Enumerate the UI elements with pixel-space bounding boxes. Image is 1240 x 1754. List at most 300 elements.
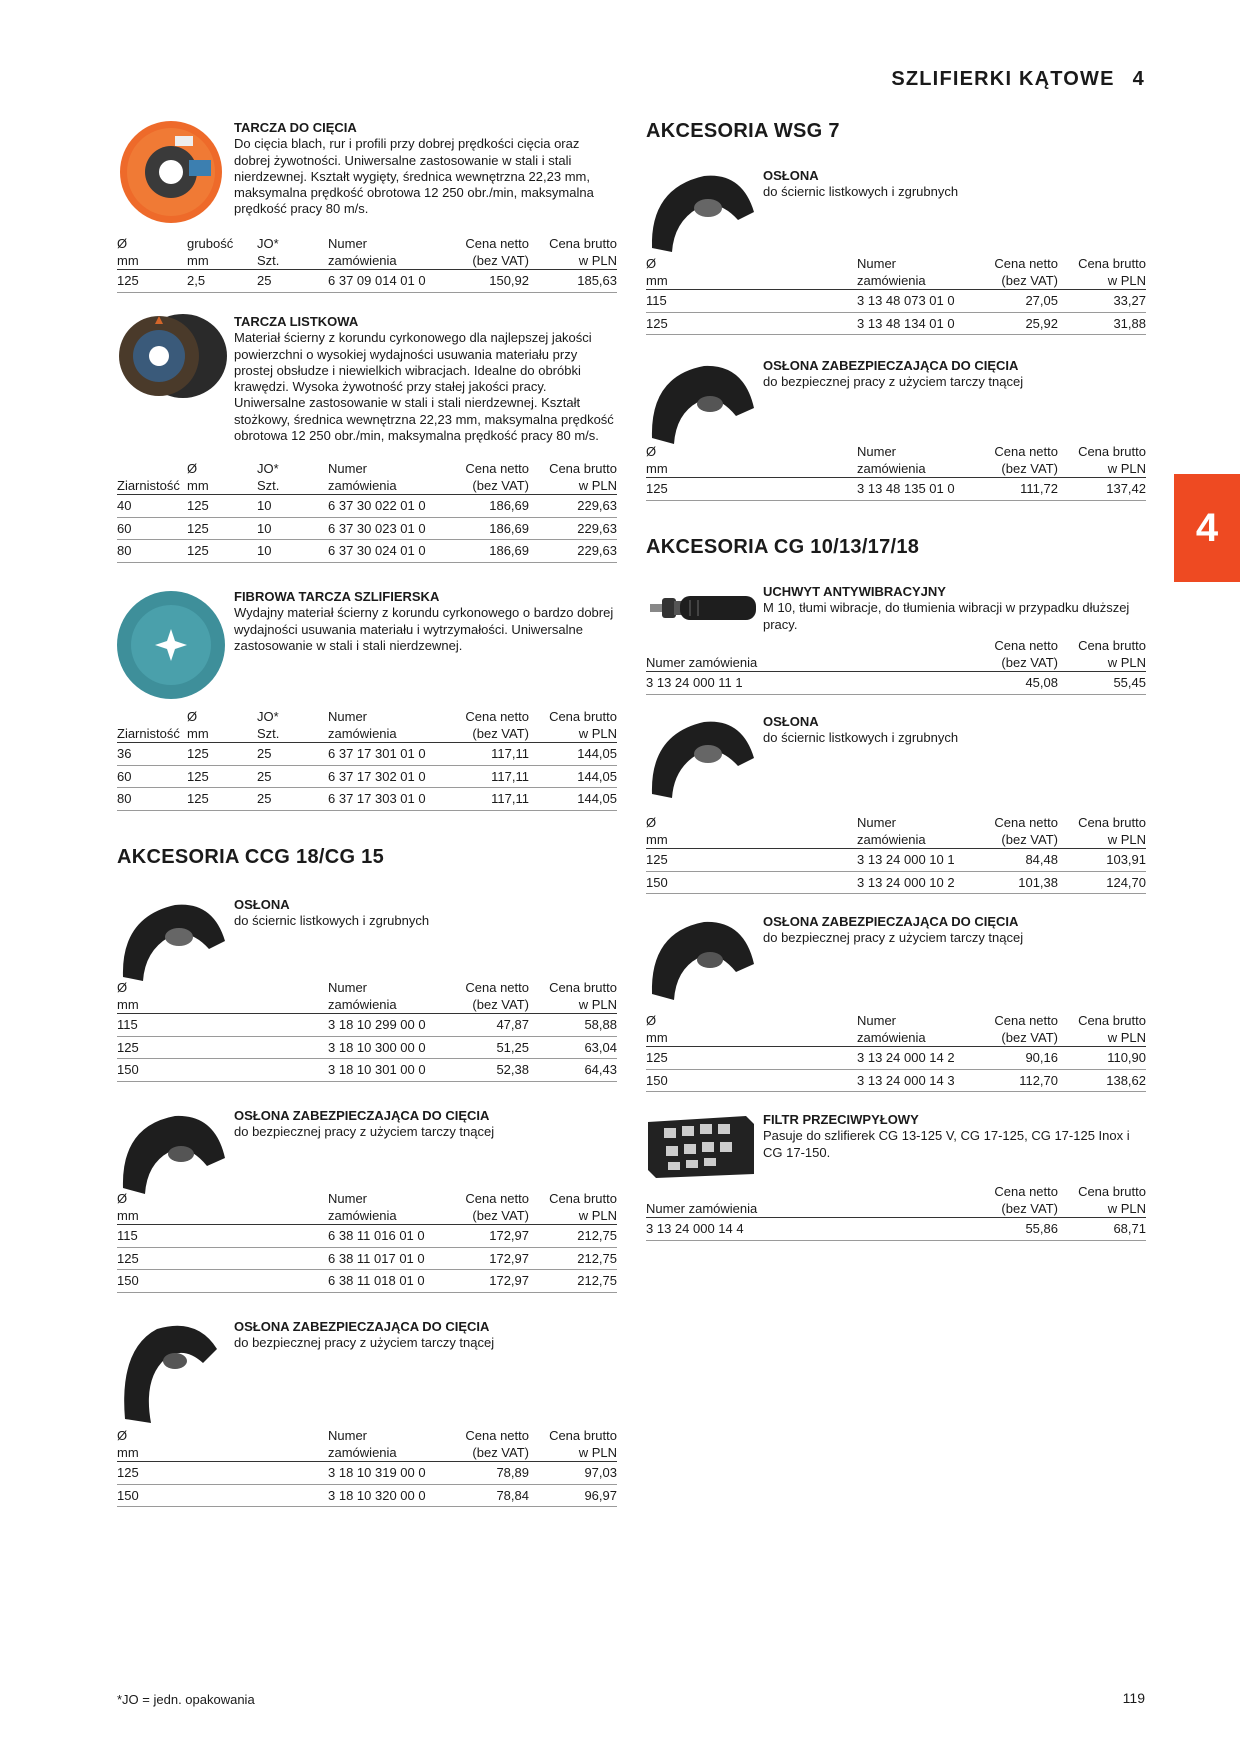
table-cell: 3 13 48 134 01 0: [857, 315, 955, 331]
table-cell: 115: [117, 1228, 138, 1243]
col-header-line: mm: [117, 1444, 139, 1460]
page-header: [891, 68, 1145, 91]
col-header-line: zamówienia: [857, 460, 926, 476]
table-cell: 25: [257, 273, 272, 288]
col-header-line: zamówienia: [328, 996, 397, 1012]
page-header-title: SZLIFIERKI KĄTOWE: [891, 68, 1115, 90]
table-cell: 10: [257, 543, 272, 559]
col-header-line: Ø: [117, 1428, 128, 1443]
table-cell: 25: [257, 746, 272, 761]
col-header: [257, 709, 279, 742]
page-number: 119: [1122, 1690, 1145, 1706]
product-text: [234, 120, 619, 218]
table-row: [117, 1037, 617, 1060]
col-header-line: Cena netto: [465, 709, 529, 724]
table-cell: 3 13 48 135 01 0: [857, 481, 955, 496]
col-header-line: mm: [646, 460, 668, 476]
col-header: [857, 815, 926, 848]
col-header: [117, 236, 139, 269]
table-cell: 138,62: [1106, 1072, 1146, 1088]
col-header-line: mm: [117, 1207, 139, 1223]
table-cell: 125: [646, 315, 668, 331]
table-header: [117, 709, 617, 743]
col-header: [1078, 444, 1146, 477]
col-header: [994, 815, 1058, 848]
col-header-line: zamówienia: [328, 477, 397, 493]
col-header-line: JO*: [257, 709, 279, 724]
table-cell: 125: [646, 1050, 668, 1065]
table-row: [117, 766, 617, 789]
col-header-line: Cena brutto: [1078, 1184, 1146, 1199]
col-header: [857, 1013, 926, 1046]
col-header-line: Cena netto: [994, 1013, 1058, 1028]
col-header-line: mm: [646, 831, 668, 847]
product-description: M 10, tłumi wibracje, do tłumienia wibracji w przypadku dłuższej pracy.: [763, 600, 1130, 632]
col-header-line: (bez VAT): [1001, 1200, 1058, 1216]
table-cg-zabezpieczajaca: [646, 1013, 1146, 1092]
product-title: OSŁONA: [234, 897, 290, 912]
col-header-line: w PLN: [578, 996, 617, 1012]
table-cell: 25: [257, 791, 272, 807]
product-title: OSŁONA ZABEZPIECZAJĄCA DO CIĘCIA: [763, 358, 1019, 373]
col-header-line: JO*: [257, 236, 279, 251]
table-cell: 31,88: [1113, 315, 1146, 331]
col-header-line: w PLN: [1107, 460, 1146, 476]
col-header-line: Ø: [646, 1013, 657, 1028]
table-cell: 117,11: [491, 791, 529, 807]
table-cell: 117,11: [491, 746, 529, 761]
fibre-disc-image: [117, 589, 229, 701]
table-cell: 110,90: [1107, 1050, 1146, 1065]
col-header-line: Cena brutto: [549, 1428, 617, 1443]
handle-image: [646, 584, 758, 634]
product-text: [234, 314, 619, 444]
col-header-line: zamówienia: [857, 831, 926, 847]
product-title: UCHWYT ANTYWIBRACYJNY: [763, 584, 946, 599]
table-cell: 172,97: [489, 1228, 529, 1243]
product-description: do ściernic listkowych i zgrubnych: [763, 730, 959, 746]
table-row: [646, 672, 1146, 695]
product-description: Pasuje do szlifierek CG 13-125 V, CG 17-125, CG 17-125 Inox i CG 17-150.: [763, 1128, 1130, 1160]
product-title: FILTR PRZECIWPYŁOWY: [763, 1112, 919, 1127]
col-header-line: w PLN: [578, 477, 617, 493]
col-header-line: (bez VAT): [472, 252, 529, 268]
product-description: do bezpiecznej pracy z użyciem tarczy tnącej: [234, 1124, 495, 1140]
table-cell: 25: [257, 768, 272, 784]
col-header-line: Numer: [857, 815, 897, 830]
col-header: [465, 709, 529, 742]
table-cell: 6 37 30 024 01 0: [328, 543, 426, 559]
table-cell: 6 37 17 303 01 0: [328, 791, 426, 807]
table-row: [646, 1218, 1146, 1241]
table-cell: 60: [117, 520, 132, 536]
table-cell: 84,48: [1025, 852, 1058, 867]
table-cell: 212,75: [577, 1250, 617, 1266]
col-header: [117, 709, 180, 742]
col-header: [646, 256, 668, 289]
table-header: [117, 236, 617, 270]
col-header-line: zamówienia: [328, 1444, 397, 1460]
product-description: do ściernic listkowych i zgrubnych: [234, 913, 430, 929]
table-cell: 150: [646, 874, 668, 890]
table-header: [117, 1428, 617, 1462]
col-header: [117, 1428, 139, 1461]
table-row: [646, 290, 1146, 313]
table-cell: 112,70: [1019, 1072, 1058, 1088]
col-header: [117, 980, 139, 1013]
col-header-line: Cena netto: [465, 1191, 529, 1206]
table-cell: 229,63: [577, 543, 617, 559]
table-oslona: [117, 980, 617, 1082]
guard-image: [646, 168, 758, 258]
table-filtr: [646, 1184, 1146, 1241]
table-cell: 3 13 24 000 10 1: [857, 852, 955, 867]
col-header: [328, 1191, 397, 1224]
table-cell: 111,72: [1020, 481, 1058, 496]
table-cell: 125: [187, 520, 209, 536]
table-cell: 80: [117, 791, 132, 807]
col-header-line: Ziarnistość: [117, 477, 180, 493]
col-header-line: mm: [187, 252, 209, 268]
product-text: [763, 358, 1148, 391]
table-cell: 125: [117, 273, 139, 288]
page-header-chapter: 4: [1132, 68, 1145, 90]
col-header-line: [117, 461, 180, 478]
table-cell: 144,05: [577, 768, 617, 784]
table-cell: 150: [117, 1273, 139, 1289]
table-row: [117, 1248, 617, 1271]
col-header-line: w PLN: [1107, 654, 1146, 670]
col-header-line: Numer: [328, 980, 368, 995]
product-title: OSŁONA ZABEZPIECZAJĄCA DO CIĘCIA: [234, 1319, 490, 1334]
col-header: [187, 709, 209, 742]
col-header-line: Ø: [646, 815, 657, 830]
col-header: [994, 256, 1058, 289]
table-cell: 124,70: [1106, 874, 1146, 890]
table-cell: 150,92: [489, 273, 529, 288]
flap-disc-image: [117, 314, 229, 404]
table-cell: 229,63: [577, 498, 617, 513]
col-header-line: (bez VAT): [472, 1207, 529, 1223]
col-header-line: w PLN: [578, 252, 617, 268]
col-header-line: Numer: [328, 236, 368, 251]
table-cell: 80: [117, 543, 132, 559]
col-header: [328, 236, 397, 269]
table-row: [117, 495, 617, 518]
table-tarcza-do-ciecia: [117, 236, 617, 293]
table-cell: 125: [117, 1465, 139, 1480]
table-cell: 6 37 17 302 01 0: [328, 768, 426, 784]
table-row: [646, 849, 1146, 872]
table-cell: 52,38: [496, 1062, 529, 1078]
col-header-line: w PLN: [578, 1444, 617, 1460]
table-row: [117, 540, 617, 563]
col-header-line: Cena netto: [994, 256, 1058, 271]
table-cell: 3 18 10 301 00 0: [328, 1062, 426, 1078]
table-cell: 3 13 24 000 14 3: [857, 1072, 955, 1088]
table-row: [646, 872, 1146, 895]
table-cell: 78,84: [496, 1487, 529, 1503]
table-cell: 45,08: [1025, 675, 1058, 690]
table-header: [646, 638, 1146, 672]
col-header: [1078, 1184, 1146, 1217]
cutting-guard-image: [117, 1319, 229, 1429]
table-cell: 10: [257, 520, 272, 536]
col-header: [549, 236, 617, 269]
table-cell: 125: [187, 746, 209, 761]
col-header-line: Numer: [328, 1191, 368, 1206]
col-header: [549, 461, 617, 494]
table-cell: 3 18 10 299 00 0: [328, 1017, 426, 1032]
table-row: [117, 743, 617, 766]
footer-note: *JO = jedn. opakowania: [117, 1692, 255, 1707]
col-header-line: Numer: [328, 709, 368, 724]
table-cell: 40: [117, 498, 132, 513]
table-row: [646, 1070, 1146, 1093]
table-row: [646, 1047, 1146, 1070]
table-cell: 125: [117, 1039, 139, 1055]
chapter-tab[interactable]: 4: [1174, 474, 1240, 582]
col-header-line: Cena netto: [994, 638, 1058, 653]
table-row: [646, 478, 1146, 501]
table-cell: 51,25: [496, 1039, 529, 1055]
table-cell: 3 18 10 320 00 0: [328, 1487, 426, 1503]
product-text: [234, 1319, 619, 1352]
col-header-line: Ø: [187, 461, 198, 476]
table-cell: 36: [117, 746, 132, 761]
table-cell: 6 38 11 016 01 0: [328, 1228, 425, 1243]
table-cell: 25,92: [1025, 315, 1058, 331]
table-cell: 6 37 09 014 01 0: [328, 273, 426, 288]
table-cell: 186,69: [489, 520, 529, 536]
table-cell: 33,27: [1113, 293, 1146, 308]
product-description: Materiał ścierny z korundu cyrkonowego dla najlepszej jakości powierzchni o wysokiej wydajności usuwania materiału przy prostej obsłudze i niewielkich wibracjach. Idealne do obróbki krawędzi. Wysoka żywotność przy stałej jakości pracy. Uniwersalne zastosowanie w stali i stali nierdzewnej. Kształt stożkowy, średnica wewnętrzna 22,23 mm, maksymalna prędkość obrotowa 12 250 obr./min, maksymalna prędkość pracy 80 m/s.: [234, 330, 614, 444]
table-cell: 6 38 11 017 01 0: [328, 1250, 425, 1266]
col-header-line: Ø: [646, 256, 657, 271]
col-header-line: Numer zamówienia: [646, 654, 758, 670]
col-header-line: JO*: [257, 461, 279, 476]
col-header-line: Ziarnistość: [117, 725, 180, 741]
table-row: [117, 1270, 617, 1293]
col-header: [328, 461, 397, 494]
product-title: OSŁONA ZABEZPIECZAJĄCA DO CIĘCIA: [234, 1108, 490, 1123]
col-header: [117, 461, 180, 494]
col-header-line: mm: [646, 272, 668, 288]
cutting-guard-image: [646, 358, 758, 448]
table-cell: 64,43: [584, 1062, 617, 1078]
col-header: [994, 1013, 1058, 1046]
col-header-line: Szt.: [257, 725, 280, 741]
product-title: OSŁONA ZABEZPIECZAJĄCA DO CIĘCIA: [763, 914, 1019, 929]
col-header-line: [646, 1184, 757, 1201]
table-cell: 103,91: [1106, 852, 1146, 867]
table-fibrowa: [117, 709, 617, 811]
table-cell: 150: [646, 1072, 668, 1088]
col-header-line: Cena netto: [994, 1184, 1058, 1199]
cutting-guard-image: [117, 1108, 229, 1198]
col-header: [465, 1191, 529, 1224]
product-description: do bezpiecznej pracy z użyciem tarczy tnącej: [234, 1335, 495, 1351]
table-cg-oslona: [646, 815, 1146, 894]
col-header: [328, 980, 397, 1013]
table-row: [117, 1462, 617, 1485]
col-header-line: Cena brutto: [549, 236, 617, 251]
table-cell: 6 37 30 022 01 0: [328, 498, 426, 513]
table-row: [117, 1059, 617, 1082]
product-title: OSŁONA: [763, 168, 819, 183]
table-cell: 150: [117, 1062, 139, 1078]
product-text: [763, 714, 1148, 747]
table-row: [117, 1485, 617, 1508]
table-cell: 10: [257, 498, 272, 513]
col-header-line: [646, 638, 757, 655]
col-header-line: Numer: [857, 1013, 897, 1028]
table-cell: 172,97: [489, 1273, 529, 1289]
table-cell: 125: [187, 498, 209, 513]
table-row: [117, 518, 617, 541]
dust-filter-image: [646, 1112, 758, 1182]
table-cell: 115: [117, 1017, 138, 1032]
col-header-line: Ø: [117, 1191, 128, 1206]
col-header: [465, 461, 529, 494]
table-cell: 63,04: [584, 1039, 617, 1055]
col-header: [1078, 638, 1146, 671]
table-cell: 27,05: [1025, 293, 1058, 308]
table-row: [117, 270, 617, 293]
product-title: OSŁONA: [763, 714, 819, 729]
col-header-line: (bez VAT): [472, 725, 529, 741]
table-cell: 3 18 10 300 00 0: [328, 1039, 426, 1055]
col-header: [465, 236, 529, 269]
table-cell: 229,63: [577, 520, 617, 536]
product-title: TARCZA DO CIĘCIA: [234, 120, 357, 135]
col-header-line: mm: [187, 725, 209, 741]
col-header-line: zamówienia: [328, 252, 397, 268]
col-header-line: Cena brutto: [1078, 256, 1146, 271]
col-header-line: Cena brutto: [1078, 444, 1146, 459]
section-title: AKCESORIA CCG 18/CG 15: [117, 846, 385, 868]
col-header-line: Cena brutto: [1078, 638, 1146, 653]
product-title: TARCZA LISTKOWA: [234, 314, 359, 329]
table-header: [117, 461, 617, 495]
col-header: [646, 815, 668, 848]
table-cell: 186,69: [489, 498, 529, 513]
col-header-line: w PLN: [1107, 831, 1146, 847]
col-header-line: [117, 709, 180, 726]
table-row: [117, 788, 617, 811]
col-header: [646, 444, 668, 477]
col-header: [465, 980, 529, 1013]
table-cell: 6 38 11 018 01 0: [328, 1273, 425, 1289]
product-text: [234, 897, 619, 930]
col-header-line: Cena brutto: [1078, 1013, 1146, 1028]
col-header-line: Cena brutto: [1078, 815, 1146, 830]
table-oslona-zabezpieczajaca: [117, 1191, 617, 1293]
table-cell: 78,89: [496, 1465, 529, 1480]
table-cell: 125: [187, 791, 209, 807]
table-cell: 96,97: [584, 1487, 617, 1503]
col-header: [549, 1428, 617, 1461]
table-cell: 125: [187, 543, 209, 559]
col-header-line: Cena brutto: [549, 980, 617, 995]
col-header-line: (bez VAT): [472, 477, 529, 493]
cutting-disc-image: [117, 120, 229, 224]
col-header-line: w PLN: [578, 1207, 617, 1223]
col-header: [549, 709, 617, 742]
table-header: [646, 815, 1146, 849]
col-header: [1078, 1013, 1146, 1046]
col-header: [994, 444, 1058, 477]
col-header-line: (bez VAT): [1001, 654, 1058, 670]
table-cell: 212,75: [577, 1273, 617, 1289]
guard-image: [117, 897, 229, 987]
col-header-line: mm: [187, 477, 209, 493]
col-header: [1078, 815, 1146, 848]
col-header-line: Cena netto: [994, 815, 1058, 830]
col-header-line: Szt.: [257, 477, 280, 493]
table-cell: 212,75: [577, 1228, 617, 1243]
table-cell: 3 13 24 000 11 1: [646, 675, 743, 690]
table-cell: 172,97: [489, 1250, 529, 1266]
col-header-line: Numer zamówienia: [646, 1200, 758, 1216]
product-title: FIBROWA TARCZA SZLIFIERSKA: [234, 589, 440, 604]
table-wsg-oslona: [646, 256, 1146, 335]
product-text: [763, 168, 1148, 201]
col-header: [187, 461, 209, 494]
col-header: [994, 1184, 1058, 1217]
table-cell: 3 13 48 073 01 0: [857, 293, 955, 308]
table-header: [646, 444, 1146, 478]
col-header: [549, 980, 617, 1013]
col-header: [1078, 256, 1146, 289]
col-header: [646, 1013, 668, 1046]
col-header-line: Cena brutto: [549, 709, 617, 724]
table-cell: 137,42: [1106, 481, 1146, 496]
table-row: [646, 313, 1146, 336]
table-row: [117, 1225, 617, 1248]
guard-image: [646, 714, 758, 804]
col-header: [857, 256, 926, 289]
table-oslona-zabezpieczajaca-2: [117, 1428, 617, 1507]
table-cell: 186,69: [489, 543, 529, 559]
table-tarcza-listkowa: [117, 461, 617, 563]
product-text: [234, 1108, 619, 1141]
product-description: Do cięcia blach, rur i profili przy dobrej prędkości cięcia oraz dobrej żywotności. Uniwersalne zastosowanie w stali i stali nierdzewnej. Kształt wygięty, średnica wewnętrzna 22,23 mm, maksymalna prędkość obrotowa 12 250 obr./min, maksymalna prędkość pracy 80 m/s.: [234, 136, 594, 217]
table-cell: 144,05: [577, 746, 617, 761]
table-cell: 2,5: [187, 273, 206, 288]
table-cell: 55,86: [1025, 1221, 1058, 1236]
col-header-line: (bez VAT): [1001, 460, 1058, 476]
col-header: [646, 638, 757, 671]
col-header: [646, 1184, 757, 1217]
col-header-line: Numer: [857, 256, 897, 271]
product-description: do bezpiecznej pracy z użyciem tarczy tnącej: [763, 374, 1024, 390]
col-header-line: Cena brutto: [549, 1191, 617, 1206]
col-header: [857, 444, 926, 477]
table-cell: 3 18 10 319 00 0: [328, 1465, 426, 1480]
col-header-line: zamówienia: [857, 1029, 926, 1045]
section-title: AKCESORIA CG 10/13/17/18: [646, 536, 920, 558]
col-header-line: mm: [117, 252, 139, 268]
col-header-line: Cena netto: [465, 980, 529, 995]
col-header-line: grubość: [187, 236, 234, 251]
section-title: AKCESORIA WSG 7: [646, 120, 840, 142]
col-header: [328, 1428, 397, 1461]
col-header: [994, 638, 1058, 671]
product-text: [763, 1112, 1148, 1161]
product-description: do bezpiecznej pracy z użyciem tarczy tnącej: [763, 930, 1024, 946]
col-header: [257, 236, 279, 269]
